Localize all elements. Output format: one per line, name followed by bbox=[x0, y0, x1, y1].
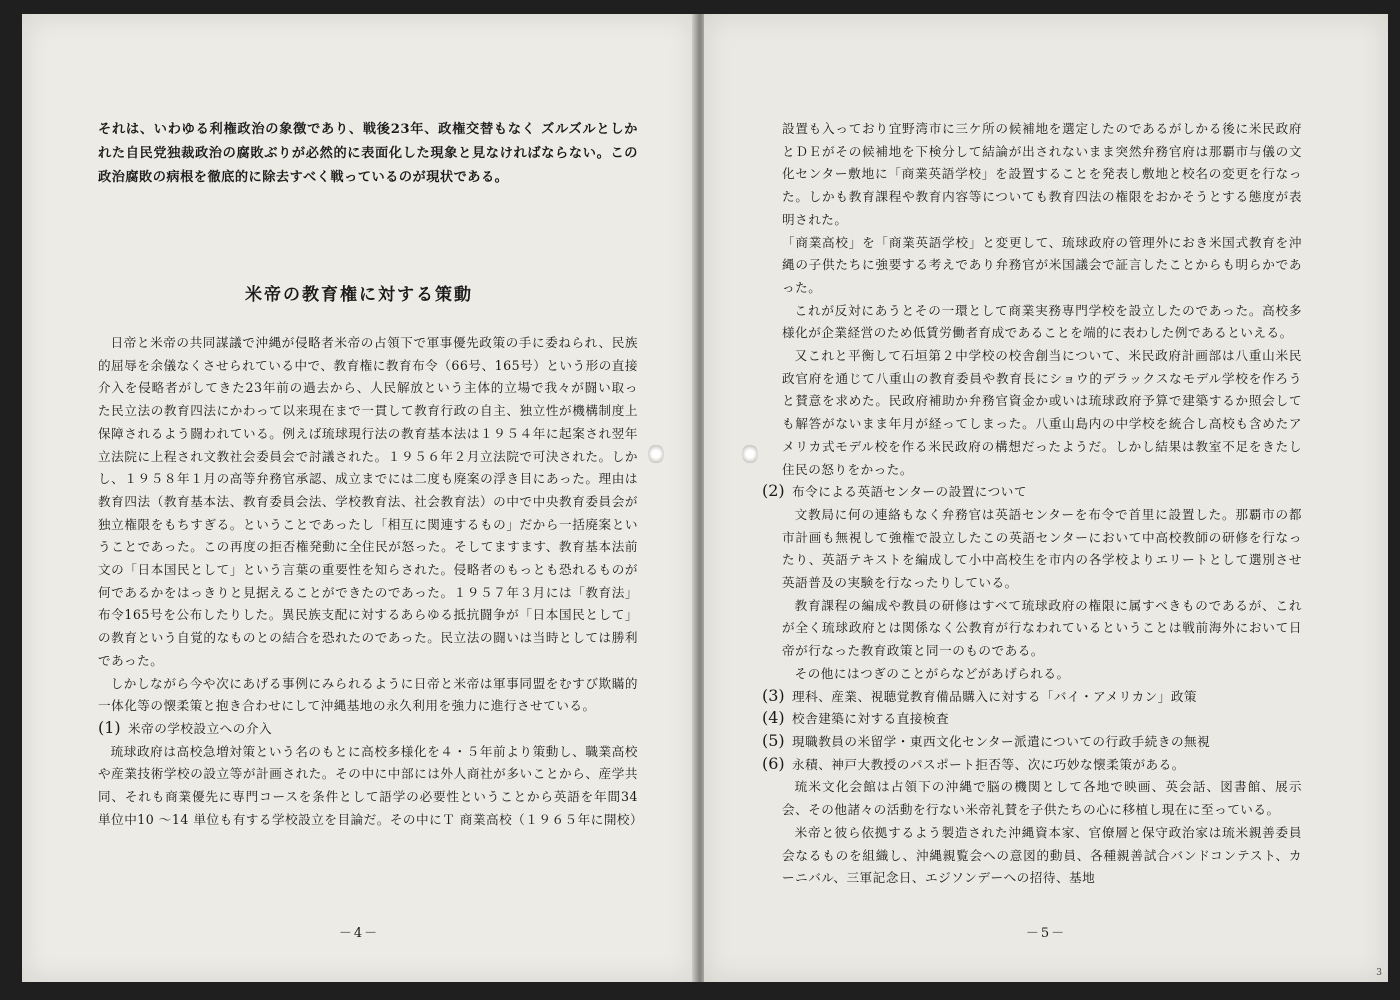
list-item-text: 校舎建築に対する直接検査 bbox=[792, 711, 950, 727]
list-item-number: (6) bbox=[762, 753, 785, 773]
list-item bbox=[762, 731, 1302, 754]
paragraph: 「商業高校」を「商業英語学校」と変更して、琉球政府の管理外におき米国式教育を沖縄の子供たちに強要する考えであり弁務官が米国議会で証言したことからも明らかであった。 bbox=[782, 234, 1302, 295]
list-item-number: (4) bbox=[762, 708, 785, 728]
list-item bbox=[762, 754, 1302, 777]
paragraph: 文教局に何の連絡もなく弁務官は英語センターを布令で首里に設置した。那覇市の都市計画も無視して強権で設立したこの英語センターにおいて中高校教師の研修を行なったり、英語テキストを編成して小中高校生を市内の各学校よりエリートとして選別させ英語普及の実験を行なったりしている。 bbox=[782, 506, 1302, 591]
list-item-text: 現職教員の米留学・東西文化センター派遣についての行政手続きの無視 bbox=[792, 733, 1211, 749]
left-page bbox=[22, 14, 696, 982]
section-heading: 米帝の教育権に対する策動 bbox=[245, 285, 473, 305]
paragraph: その他にはつぎのことがらなどがあげられる。 bbox=[794, 665, 1070, 681]
list-item-text: 永積、神戸大教授のパスポート拒否等、次に巧妙な懐柔策がある。 bbox=[792, 756, 1185, 772]
list-item bbox=[762, 481, 1302, 504]
intro-paragraph: それは、いわゆる利権政治の象徴であり、戦後23年、政権交替もなく ズルズルとしかれた自民党独裁政治の腐敗ぶりが必然的に表面化した現象と見なければならない。この政治腐敗の病根を徹底的に除去すべく戦っているのが現状である。 bbox=[98, 122, 638, 185]
list-item bbox=[762, 686, 1302, 709]
list-item-number: (2) bbox=[762, 481, 785, 501]
right-page bbox=[704, 14, 1388, 982]
list-item-text: 理科、産業、視聴覚教育備品購入に対する「バイ・アメリカン」政策 bbox=[792, 688, 1198, 704]
paragraph: これが反対にあうとその一環として商業実務専門学校を設立したのであった。高校多様化が企業経営のため低賃労働者育成であることを端的に表わした例であるといえる。 bbox=[782, 302, 1302, 341]
list-item bbox=[762, 708, 1302, 731]
paragraph: 設置も入っており宜野湾市に三ケ所の候補地を選定したのであるがしかる後に米民政府とＤＥがその候補地を下検分して結論が出されないまま突然弁務官府は那覇市与儀の文化センター敷地に「商業英語学校」を設置することを発表し敷地と校名の変更を行なった。しかも教育課程や教育内容等についても教育四法の権限をおかそうとする態度が表明された。 bbox=[782, 121, 1302, 227]
paragraph: 教育課程の編成や教員の研修はすべて琉球政府の権限に属すべきものであるが、これが全く琉球政府とは関係なく公教育が行なわれているということは戦前海外において日帝が行なった教育政策と同一のものである。 bbox=[782, 597, 1302, 659]
list-item-title: 布令による英語センターの設置について bbox=[792, 484, 1027, 500]
list-item-number: (3) bbox=[762, 685, 785, 705]
intro-block bbox=[98, 118, 638, 190]
binding-hole bbox=[742, 444, 758, 464]
list-item-number: (1) bbox=[98, 717, 121, 737]
paragraph: 琉球政府は高校急増対策という名のもとに高校多様化を４・５年前より策動し、職業高校や産業技術学校の設立等が計画された。その中に中部には外人商社が多いことから、産学共同、それも商業優先に専門コースを条件として語学の必要性ということから英語を年間34 単位中10 ～14 単位も有する学校設立を目論だ。その中にＴ 商業高校（１９６５年に開校） bbox=[98, 743, 644, 827]
list-item bbox=[98, 718, 638, 741]
paragraph: 琉米文化会館は占領下の沖縄で脳の機関として各地で映画、英会話、図書館、展示会、その他諸々の活動を行ない米帝礼賛を子供たちの心に移植し現在に至っている。 bbox=[782, 779, 1302, 818]
list-item-title: 米帝の学校設立への介入 bbox=[128, 720, 273, 736]
page-number: －5－ bbox=[1025, 926, 1067, 941]
page-number: －4－ bbox=[338, 926, 380, 941]
list-item-number: (5) bbox=[762, 730, 785, 750]
paragraph: 米帝と彼ら依拠するよう製造された沖縄資本家、官僚層と保守政治家は琉米親善委員会なるものを組織し、沖縄親覧会への意図的動員、各種親善試合バンドコンテスト、カーニバル、三軍記念日、エジソンデーへの招待、基地 bbox=[782, 824, 1303, 886]
left-body bbox=[98, 332, 644, 831]
right-body bbox=[762, 118, 1303, 890]
paragraph: 又これと平衡して石垣第２中学校の校舎創当について、米民政府計画部は八重山米民政官府を通じて八重山の教育委員や教育長にショウ的デラックスなモデル学校を作ろうと賛意を求めた。民政府補助か弁務官資金か或いは琉球政府予算で建築するか照会しても解答がないまま年月が経ってしまった。八重山島内の中学校を統合し高校も含めたアメリカ式モデル校を作る米民政府の構想だったようだ。しかし結果は教室不足をきたし住民の怒りをかった。 bbox=[782, 348, 1302, 477]
corner-mark: 3 bbox=[1376, 968, 1382, 978]
binding-hole bbox=[648, 444, 664, 464]
paragraph: 日帝と米帝の共同謀議で沖縄が侵略者米帝の占領下で軍事優先政策の手に委ねられ、民族的屈辱を余儀なくさせられている中で、教育権に教育布令（66号、165号）という形の直接介入を侵略者がしてきた23年前の過去から、人民解放という主体的立場で我々が闘い取った民立法の教育四法にかわって以来現在まで一貫して教育行政の自主、独立性が機構制度上保障されるよう闘われている。例えば琉球現行法の教育基本法は１９５４年に起案され翌年立法院に上程され文教社会委員会で討議された。１９５６年２月立法院で可決された。しかし、１９５８年１月の高等弁務官承認、成立までには二度も廃案の浮き目にあった。理由は教育四法（教育基本法、教育委員会法、学校教育法、社会教育法）の中で中央教育委員会が独立権限をもちすぎる。ということであったし「相互に関連するもの」だから一括廃案ということであった。この再度の拒否権発動に全住民が怒った。そしてますます、教育基本法前文の「日本国民として」という言葉の重要性を知らされた。侵略者のもっとも恐れるものが何であるかをはっきりと見据えることができたのであった。１９５７年３月には「教育法」布令165号を公布したりした。異民族支配に対するあらゆる抵抗闘争が「日本国民として」の教育という自覚的なものとの結合を恐れたのであった。民立法の闘いは当時としては勝利であった。 bbox=[98, 335, 639, 668]
paragraph: しかしながら今や次にあげる事例にみられるように日帝と米帝は軍事同盟をむすび欺瞞的一体化等の懐柔策と抱き合わせにして沖縄基地の永久利用を強力に進行させている。 bbox=[98, 675, 638, 714]
